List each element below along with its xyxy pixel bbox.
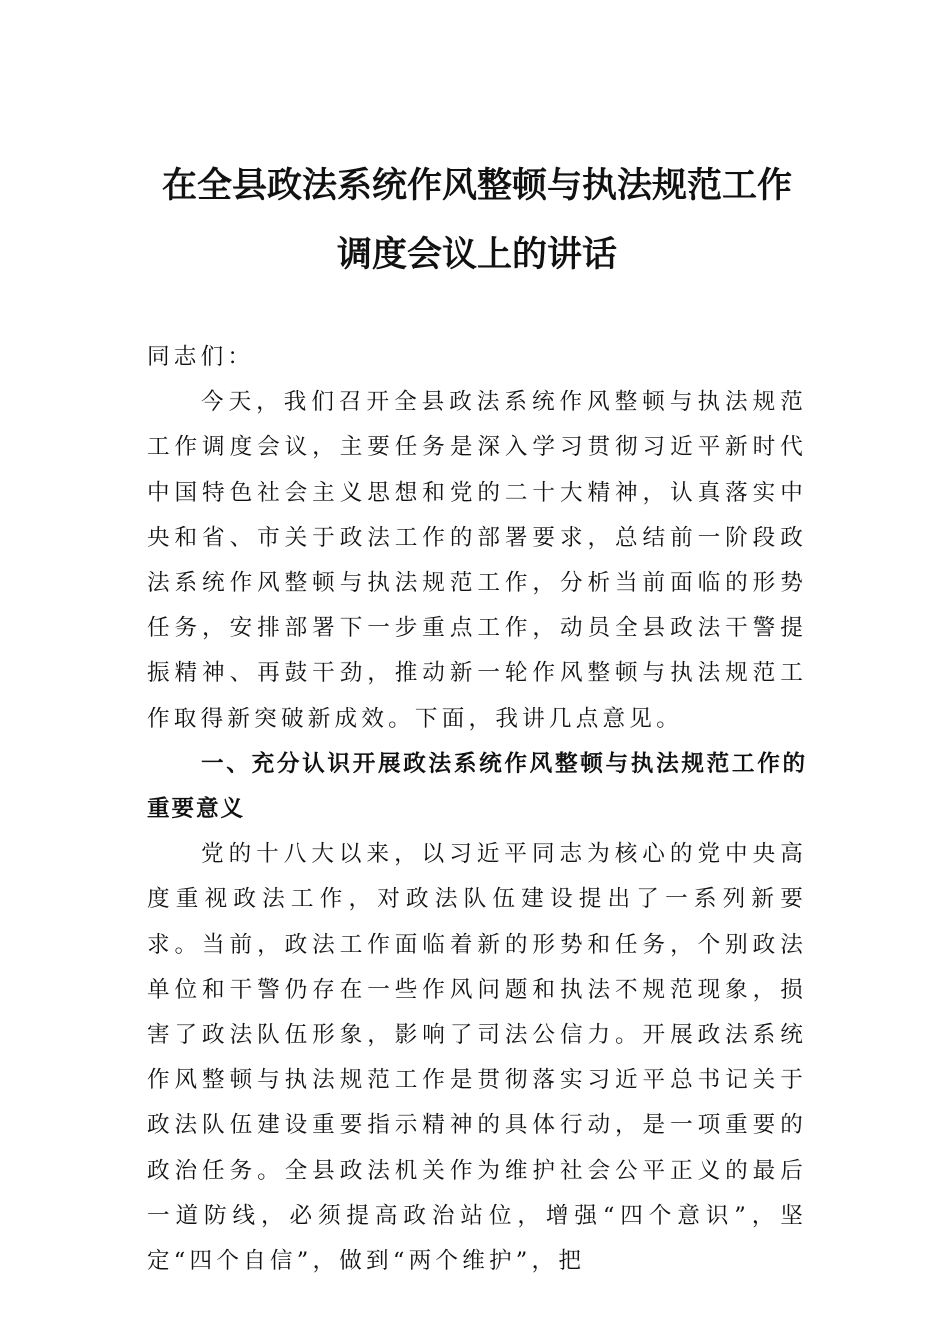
section-heading-1: 一、充分认识开展政法系统作风整顿与执法规范工作的重要意义 xyxy=(147,750,807,823)
document-body xyxy=(147,335,807,1284)
opening-paragraph: 今天，我们召开全县政法系统作风整顿与执法规范工作调度会议，主要任务是深入学习贯彻习近平新时代中国特色社会主义思想和党的二十大精神，认真落实中央和省、市关于政法工作的部署要求，总结前一阶段政法系统作风整顿与执法规范工作，分析当前面临的形势任务，安排部署下一步重点工作，动员全县政法干警提振精神、再鼓干劲，推动新一轮作风整顿与执法规范工作取得新突破新成效。下面，我讲几点意见。 xyxy=(147,389,807,732)
document-title-line-2: 调度会议上的讲话 xyxy=(336,234,617,275)
salutation: 同志们： xyxy=(147,344,255,370)
document-title-line-1: 在全县政法系统作风整顿与执法规范工作 xyxy=(161,165,792,206)
body-paragraph: 党的十八大以来，以习近平同志为核心的党中央高度重视政法工作，对政法队伍建设提出了一系列新要求。当前，政法工作面临着新的形势和任务，个别政法单位和干警仍存在一些作风问题和执法不规范现象，损害了政法队伍形象，影响了司法公信力。开展政法系统作风整顿与执法规范工作是贯彻落实习近平总书记关于政法队伍建设重要指示精神的具体行动，是一项重要的政治任务。全县政法机关作为维护社会公平正义的最后一道防线，必须提高政治站位，增强“四个意识”，坚定“四个自信”，做到“两个维护”，把 xyxy=(147,841,807,1275)
